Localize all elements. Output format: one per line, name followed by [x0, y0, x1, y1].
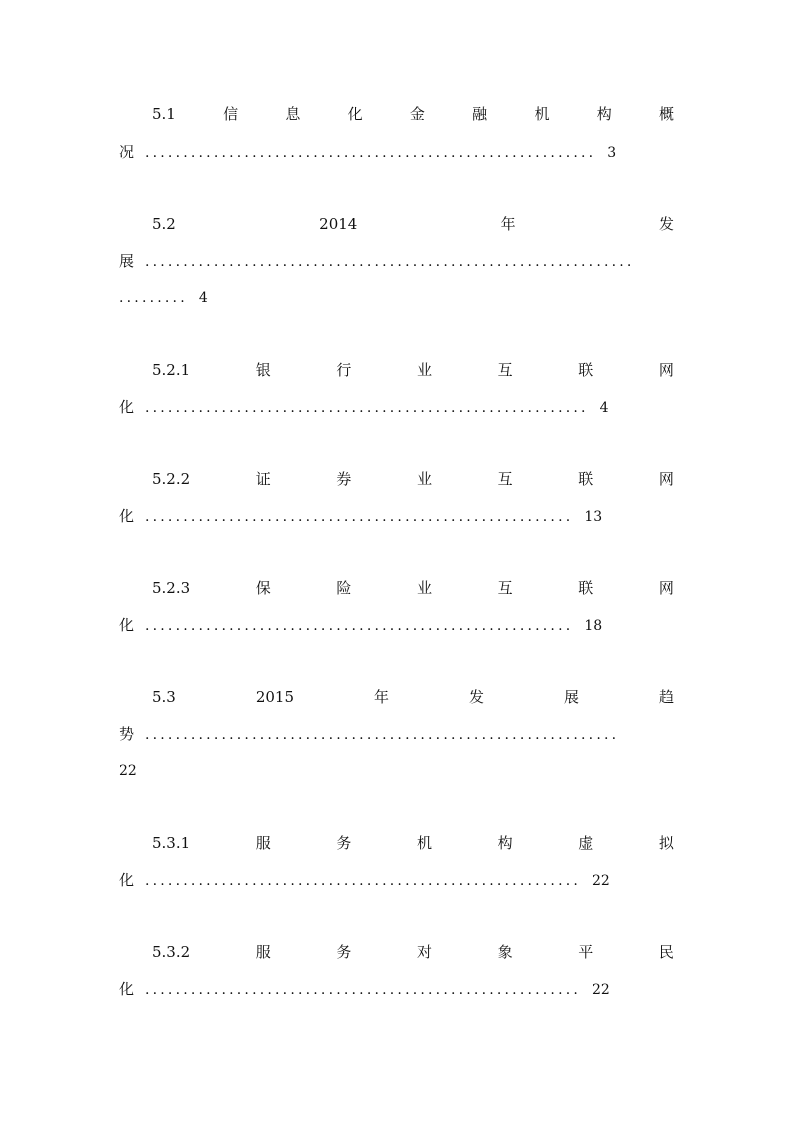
title-char: 证	[255, 470, 271, 488]
title-char: 务	[336, 834, 352, 852]
title-char: 机	[534, 105, 550, 123]
toc-leader-line	[119, 249, 635, 273]
toc-heading-line	[152, 467, 674, 491]
page-number: 22	[591, 982, 610, 998]
toc-leader-line	[119, 613, 602, 637]
section-number: 5.2.3	[152, 579, 191, 597]
title-char: 发	[658, 215, 674, 233]
section-number: 5.1	[152, 105, 176, 123]
title-char: 服	[255, 834, 271, 852]
page-number: 22	[591, 873, 610, 889]
toc-leader-line	[119, 759, 137, 783]
title-char: 联	[578, 579, 594, 597]
dot-leader: ........................................................	[144, 618, 574, 634]
title-char: 拟	[658, 834, 674, 852]
title-char: 银	[255, 361, 271, 379]
title-continuation: 化	[119, 616, 135, 634]
toc-heading-line	[152, 102, 674, 126]
page-number: 13	[584, 509, 603, 525]
dot-leader: .........	[119, 290, 188, 306]
title-char: 网	[658, 470, 674, 488]
title-char: 业	[417, 470, 433, 488]
title-char: 发	[468, 688, 484, 706]
toc-leader-line	[119, 395, 609, 419]
toc-heading-line	[152, 831, 674, 855]
page-number: 18	[584, 618, 603, 634]
title-char: 对	[417, 943, 433, 961]
title-continuation: 化	[119, 398, 135, 416]
title-char: 网	[658, 361, 674, 379]
title-char: 网	[658, 579, 674, 597]
title-char: 虚	[578, 834, 594, 852]
section-number: 5.2.1	[152, 361, 191, 379]
title-char: 息	[285, 105, 301, 123]
title-continuation: 化	[119, 980, 135, 998]
section-number: 5.2	[152, 215, 176, 233]
dot-leader: ........................................................	[144, 509, 574, 525]
title-char: 2015	[255, 688, 295, 706]
dot-leader: ................................................................	[144, 254, 635, 270]
title-continuation: 化	[119, 507, 135, 525]
title-char: 融	[472, 105, 488, 123]
title-char: 金	[409, 105, 425, 123]
toc-leader-line	[119, 140, 616, 164]
title-continuation: 况	[119, 143, 135, 161]
title-char: 构	[497, 834, 513, 852]
dot-leader: ...........................................................	[144, 145, 597, 161]
dot-leader: .........................................................	[144, 873, 582, 889]
toc-leader-line	[119, 504, 602, 528]
toc-heading-line	[152, 358, 674, 382]
title-char: 展	[563, 688, 579, 706]
title-continuation: 化	[119, 871, 135, 889]
toc-leader-line	[119, 286, 208, 310]
toc-heading-line	[152, 940, 674, 964]
title-char: 象	[497, 943, 513, 961]
title-char: 趋	[658, 688, 674, 706]
title-char: 券	[336, 470, 352, 488]
page-number: 4	[599, 400, 609, 416]
title-char: 互	[497, 579, 513, 597]
title-char: 服	[255, 943, 271, 961]
title-char: 概	[658, 105, 674, 123]
title-char: 构	[596, 105, 612, 123]
title-char: 业	[417, 361, 433, 379]
title-char: 化	[347, 105, 363, 123]
section-number: 5.2.2	[152, 470, 191, 488]
dot-leader: ..........................................................	[144, 400, 589, 416]
title-char: 2014	[319, 215, 358, 233]
title-char: 行	[336, 361, 352, 379]
title-continuation: 展	[119, 252, 135, 270]
page-number: 4	[198, 290, 208, 306]
toc-leader-line	[119, 722, 619, 746]
title-char: 保	[255, 579, 271, 597]
page-number: 22	[119, 763, 137, 779]
title-char: 联	[578, 470, 594, 488]
title-char: 年	[500, 215, 516, 233]
title-char: 业	[417, 579, 433, 597]
dot-leader: ..............................................................	[144, 727, 620, 743]
toc-heading-line	[152, 685, 674, 709]
title-char: 险	[336, 579, 352, 597]
title-char: 机	[417, 834, 433, 852]
toc-heading-line	[152, 576, 674, 600]
title-char: 联	[578, 361, 594, 379]
title-char: 互	[497, 470, 513, 488]
title-char: 年	[373, 688, 389, 706]
section-number: 5.3	[152, 688, 176, 706]
section-number: 5.3.1	[152, 834, 191, 852]
title-char: 信	[223, 105, 239, 123]
toc-leader-line	[119, 977, 610, 1001]
title-char: 务	[336, 943, 352, 961]
toc-leader-line	[119, 868, 610, 892]
title-continuation: 势	[119, 725, 135, 743]
title-char: 民	[658, 943, 674, 961]
page-number: 3	[607, 145, 617, 161]
section-number: 5.3.2	[152, 943, 191, 961]
dot-leader: .........................................................	[144, 982, 582, 998]
toc-heading-line	[152, 212, 674, 236]
title-char: 互	[497, 361, 513, 379]
title-char: 平	[578, 943, 594, 961]
